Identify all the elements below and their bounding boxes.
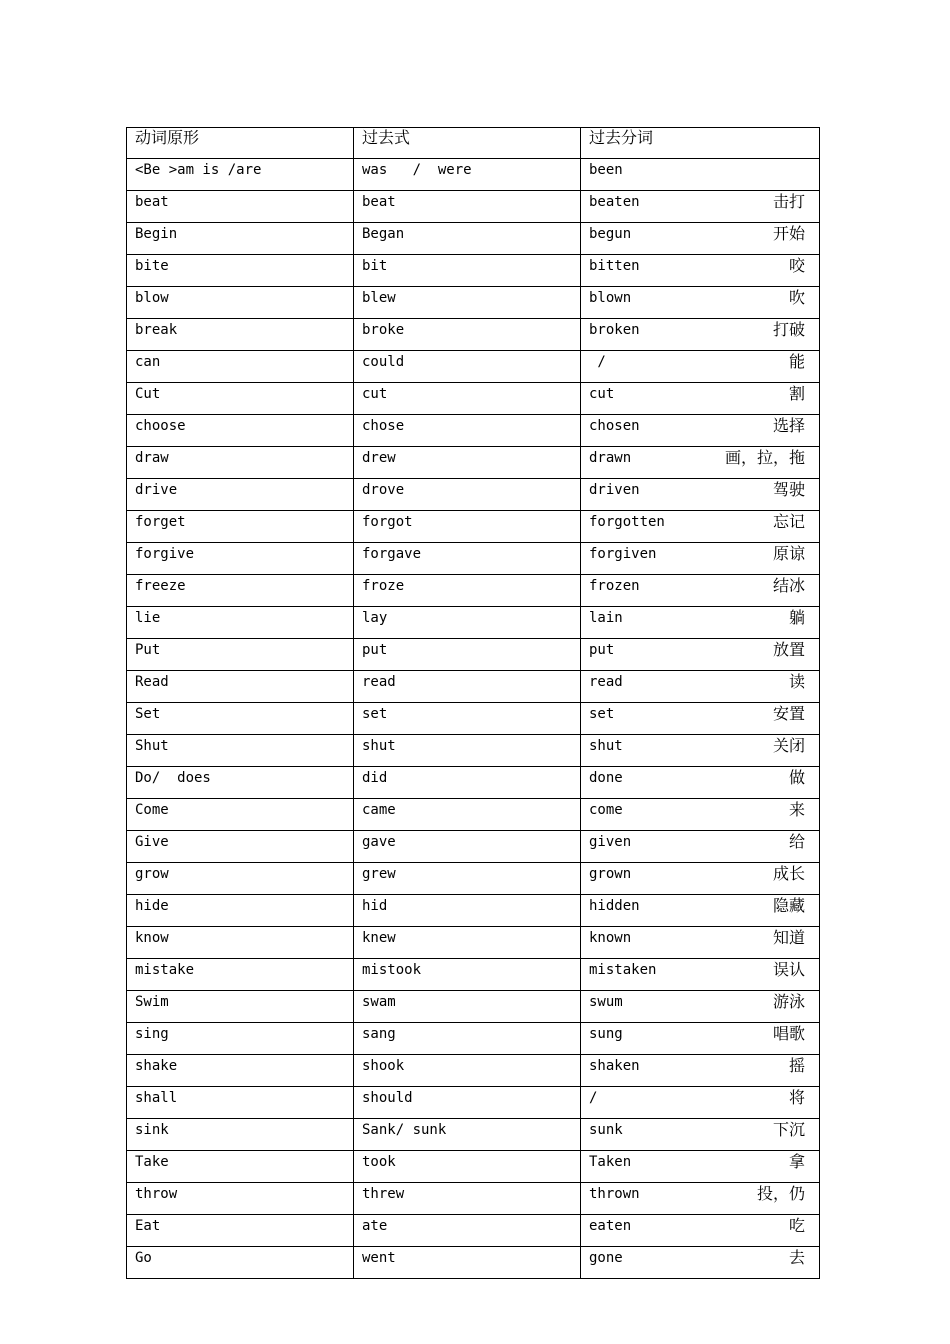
past-participle-cell [581, 159, 820, 191]
past-tense-cell: grew [354, 863, 581, 895]
past-participle-cell [581, 1055, 820, 1087]
participle-text: driven [589, 482, 640, 498]
base-form-cell: forgive [127, 543, 354, 575]
chinese-meaning: 知道 [772, 928, 805, 947]
base-form-cell: Come [127, 799, 354, 831]
chinese-meaning: 能 [788, 352, 805, 371]
participle-text: drawn [589, 450, 632, 466]
participle-text: thrown [589, 1186, 640, 1202]
past-participle-cell [581, 415, 820, 447]
base-form-cell: forget [127, 511, 354, 543]
participle-text: hidden [589, 898, 640, 914]
participle-meaning-wrap [589, 1057, 805, 1075]
past-participle-cell [581, 735, 820, 767]
participle-text: blown [589, 290, 632, 306]
past-tense-cell: threw [354, 1183, 581, 1215]
chinese-meaning: 原谅 [772, 544, 805, 563]
participle-meaning-wrap [589, 417, 805, 435]
past-tense-cell: gave [354, 831, 581, 863]
participle-text: Taken [589, 1154, 632, 1170]
participle-text: sung [589, 1026, 623, 1042]
participle-meaning-wrap [589, 513, 805, 531]
past-participle-cell [581, 191, 820, 223]
participle-text: set [589, 706, 615, 722]
past-participle-cell [581, 1023, 820, 1055]
past-participle-cell [581, 671, 820, 703]
participle-meaning-wrap [589, 769, 805, 787]
table-row [127, 447, 820, 479]
participle-text: put [589, 642, 615, 658]
base-form-cell: Set [127, 703, 354, 735]
past-tense-cell: forgot [354, 511, 581, 543]
participle-text: eaten [589, 1218, 632, 1234]
chinese-meaning: 打破 [772, 320, 805, 339]
past-tense-cell: swam [354, 991, 581, 1023]
past-participle-cell [581, 1183, 820, 1215]
base-form-cell: Eat [127, 1215, 354, 1247]
table-row [127, 671, 820, 703]
participle-text: given [589, 834, 632, 850]
table-row [127, 607, 820, 639]
base-form-cell: shake [127, 1055, 354, 1087]
base-form-cell: draw [127, 447, 354, 479]
past-tense-cell: cut [354, 383, 581, 415]
participle-meaning-wrap [589, 545, 805, 563]
participle-text: swum [589, 994, 623, 1010]
participle-meaning-wrap [589, 961, 805, 979]
past-participle-cell [581, 383, 820, 415]
past-participle-cell [581, 991, 820, 1023]
past-participle-cell [581, 287, 820, 319]
past-tense-cell: shook [354, 1055, 581, 1087]
table-row [127, 863, 820, 895]
chinese-meaning: 下沉 [772, 1120, 805, 1139]
past-tense-cell: drove [354, 479, 581, 511]
past-participle-cell [581, 1119, 820, 1151]
participle-text: frozen [589, 578, 640, 594]
past-tense-cell: set [354, 703, 581, 735]
chinese-meaning: 驾驶 [772, 480, 805, 499]
table-row [127, 799, 820, 831]
participle-meaning-wrap [589, 993, 805, 1011]
base-form-cell: Swim [127, 991, 354, 1023]
past-tense-cell: could [354, 351, 581, 383]
participle-text: sunk [589, 1122, 623, 1138]
past-participle-cell [581, 479, 820, 511]
participle-meaning-wrap [589, 609, 805, 627]
participle-meaning-wrap [589, 449, 805, 467]
participle-text: come [589, 802, 623, 818]
table-row [127, 479, 820, 511]
past-participle-cell [581, 607, 820, 639]
table-row [127, 1023, 820, 1055]
past-tense-cell: chose [354, 415, 581, 447]
base-form-cell: lie [127, 607, 354, 639]
participle-meaning-wrap [589, 1217, 805, 1235]
chinese-meaning: 关闭 [772, 736, 805, 755]
past-participle-cell [581, 639, 820, 671]
header-row [127, 128, 820, 159]
table-row [127, 1087, 820, 1119]
participle-meaning-wrap [589, 481, 805, 499]
chinese-meaning: 做 [788, 768, 805, 787]
past-tense-cell: took [354, 1151, 581, 1183]
participle-text: beaten [589, 194, 640, 210]
base-form-cell: Put [127, 639, 354, 671]
chinese-meaning: 游泳 [772, 992, 805, 1011]
header-past-participle: 过去分词 [581, 128, 820, 159]
participle-text: lain [589, 610, 623, 626]
base-form-cell: Begin [127, 223, 354, 255]
past-tense-cell: went [354, 1247, 581, 1279]
participle-meaning-wrap [589, 1185, 805, 1203]
participle-meaning-wrap [589, 1089, 805, 1107]
past-tense-cell: did [354, 767, 581, 799]
table-row [127, 383, 820, 415]
table-row [127, 319, 820, 351]
past-tense-cell: hid [354, 895, 581, 927]
participle-text: read [589, 674, 623, 690]
participle-meaning-wrap [589, 257, 805, 275]
base-form-cell: Shut [127, 735, 354, 767]
participle-meaning-wrap [589, 289, 805, 307]
participle-meaning-wrap [589, 897, 805, 915]
base-form-cell: blow [127, 287, 354, 319]
chinese-meaning: 安置 [772, 704, 805, 723]
past-tense-cell: Began [354, 223, 581, 255]
chinese-meaning: 将 [788, 1088, 805, 1107]
participle-text: broken [589, 322, 640, 338]
past-participle-cell [581, 927, 820, 959]
participle-meaning-wrap [589, 673, 805, 691]
table-row [127, 1247, 820, 1279]
table-row [127, 1151, 820, 1183]
past-participle-cell [581, 703, 820, 735]
table-row [127, 703, 820, 735]
base-form-cell: Take [127, 1151, 354, 1183]
past-participle-cell [581, 319, 820, 351]
participle-text: chosen [589, 418, 640, 434]
table-row [127, 927, 820, 959]
participle-meaning-wrap [589, 737, 805, 755]
base-form-cell: sing [127, 1023, 354, 1055]
table-row [127, 1183, 820, 1215]
base-form-cell: freeze [127, 575, 354, 607]
past-participle-cell [581, 799, 820, 831]
table-row [127, 351, 820, 383]
participle-meaning-wrap [589, 321, 805, 339]
past-tense-cell: came [354, 799, 581, 831]
table-row [127, 159, 820, 191]
past-tense-cell: Sank/ sunk [354, 1119, 581, 1151]
table-row [127, 895, 820, 927]
base-form-cell: choose [127, 415, 354, 447]
table-row [127, 511, 820, 543]
past-tense-cell: blew [354, 287, 581, 319]
chinese-meaning: 画，拉，拖 [724, 448, 805, 467]
past-tense-cell: shut [354, 735, 581, 767]
table-row [127, 1119, 820, 1151]
chinese-meaning: 投，仍 [756, 1184, 805, 1203]
participle-meaning-wrap [589, 641, 805, 659]
chinese-meaning: 误认 [772, 960, 805, 979]
participle-meaning-wrap [589, 1121, 805, 1139]
chinese-meaning: 吹 [788, 288, 805, 307]
table-row [127, 255, 820, 287]
participle-text: cut [589, 386, 615, 402]
table-row [127, 991, 820, 1023]
participle-meaning-wrap [589, 161, 805, 179]
base-form-cell: break [127, 319, 354, 351]
participle-text: bitten [589, 258, 640, 274]
past-participle-cell [581, 543, 820, 575]
table-row [127, 1055, 820, 1087]
past-participle-cell [581, 1087, 820, 1119]
participle-text: gone [589, 1250, 623, 1266]
chinese-meaning: 隐藏 [772, 896, 805, 915]
base-form-cell: know [127, 927, 354, 959]
past-participle-cell [581, 255, 820, 287]
chinese-meaning: 吃 [788, 1216, 805, 1235]
past-tense-cell: beat [354, 191, 581, 223]
table-row [127, 831, 820, 863]
chinese-meaning: 躺 [788, 608, 805, 627]
participle-meaning-wrap [589, 1025, 805, 1043]
base-form-cell: Go [127, 1247, 354, 1279]
participle-text: shaken [589, 1058, 640, 1074]
past-tense-cell: put [354, 639, 581, 671]
past-participle-cell [581, 959, 820, 991]
participle-text: shut [589, 738, 623, 754]
past-participle-cell [581, 511, 820, 543]
base-form-cell: throw [127, 1183, 354, 1215]
past-tense-cell: mistook [354, 959, 581, 991]
participle-text: forgiven [589, 546, 657, 562]
past-tense-cell: lay [354, 607, 581, 639]
table-row [127, 575, 820, 607]
chinese-meaning: 割 [788, 384, 805, 403]
past-participle-cell [581, 223, 820, 255]
participle-meaning-wrap [589, 833, 805, 851]
base-form-cell: grow [127, 863, 354, 895]
base-form-cell: Read [127, 671, 354, 703]
participle-meaning-wrap [589, 577, 805, 595]
past-participle-cell [581, 1247, 820, 1279]
base-form-cell: sink [127, 1119, 354, 1151]
base-form-cell: bite [127, 255, 354, 287]
participle-meaning-wrap [589, 705, 805, 723]
participle-text: mistaken [589, 962, 657, 978]
participle-text: / [589, 1090, 598, 1106]
chinese-meaning: 唱歌 [772, 1024, 805, 1043]
chinese-meaning: 结冰 [772, 576, 805, 595]
base-form-cell: beat [127, 191, 354, 223]
table-row [127, 287, 820, 319]
participle-meaning-wrap [589, 1153, 805, 1171]
table-row [127, 543, 820, 575]
table-row [127, 959, 820, 991]
participle-meaning-wrap [589, 865, 805, 883]
base-form-cell: drive [127, 479, 354, 511]
participle-meaning-wrap [589, 1249, 805, 1267]
participle-text: / [589, 354, 606, 370]
chinese-meaning: 读 [788, 672, 805, 691]
participle-meaning-wrap [589, 929, 805, 947]
chinese-meaning: 给 [788, 832, 805, 851]
participle-text: known [589, 930, 632, 946]
chinese-meaning: 开始 [772, 224, 805, 243]
past-participle-cell [581, 863, 820, 895]
chinese-meaning: 忘记 [772, 512, 805, 531]
table-row [127, 639, 820, 671]
chinese-meaning: 成长 [772, 864, 805, 883]
participle-meaning-wrap [589, 353, 805, 371]
header-base-form: 动词原形 [127, 128, 354, 159]
table-row [127, 767, 820, 799]
past-participle-cell [581, 767, 820, 799]
past-tense-cell: bit [354, 255, 581, 287]
chinese-meaning: 摇 [788, 1056, 805, 1075]
base-form-cell: Do/ does [127, 767, 354, 799]
base-form-cell: mistake [127, 959, 354, 991]
participle-meaning-wrap [589, 225, 805, 243]
table-row [127, 1215, 820, 1247]
table-body [127, 128, 820, 1279]
past-participle-cell [581, 447, 820, 479]
table-row [127, 735, 820, 767]
irregular-verbs-table [126, 127, 820, 1279]
chinese-meaning: 放置 [772, 640, 805, 659]
participle-text: done [589, 770, 623, 786]
past-tense-cell: was / were [354, 159, 581, 191]
participle-text: been [589, 162, 623, 178]
table-row [127, 191, 820, 223]
past-participle-cell [581, 895, 820, 927]
past-tense-cell: should [354, 1087, 581, 1119]
header-past-tense: 过去式 [354, 128, 581, 159]
base-form-cell: hide [127, 895, 354, 927]
past-tense-cell: ate [354, 1215, 581, 1247]
base-form-cell: Give [127, 831, 354, 863]
base-form-cell: shall [127, 1087, 354, 1119]
base-form-cell: <Be >am is /are [127, 159, 354, 191]
past-participle-cell [581, 831, 820, 863]
past-tense-cell: read [354, 671, 581, 703]
past-tense-cell: drew [354, 447, 581, 479]
past-tense-cell: froze [354, 575, 581, 607]
participle-text: begun [589, 226, 632, 242]
past-participle-cell [581, 351, 820, 383]
past-tense-cell: knew [354, 927, 581, 959]
past-tense-cell: broke [354, 319, 581, 351]
base-form-cell: can [127, 351, 354, 383]
base-form-cell: Cut [127, 383, 354, 415]
chinese-meaning: 拿 [788, 1152, 805, 1171]
table-row [127, 223, 820, 255]
chinese-meaning: 去 [788, 1248, 805, 1267]
past-participle-cell [581, 1151, 820, 1183]
chinese-meaning: 咬 [788, 256, 805, 275]
past-participle-cell [581, 1215, 820, 1247]
participle-text: forgotten [589, 514, 665, 530]
past-tense-cell: sang [354, 1023, 581, 1055]
past-participle-cell [581, 575, 820, 607]
past-tense-cell: forgave [354, 543, 581, 575]
chinese-meaning: 击打 [772, 192, 805, 211]
participle-meaning-wrap [589, 801, 805, 819]
chinese-meaning: 来 [788, 800, 805, 819]
participle-meaning-wrap [589, 193, 805, 211]
participle-text: grown [589, 866, 632, 882]
participle-meaning-wrap [589, 385, 805, 403]
table-row [127, 415, 820, 447]
chinese-meaning: 选择 [772, 416, 805, 435]
